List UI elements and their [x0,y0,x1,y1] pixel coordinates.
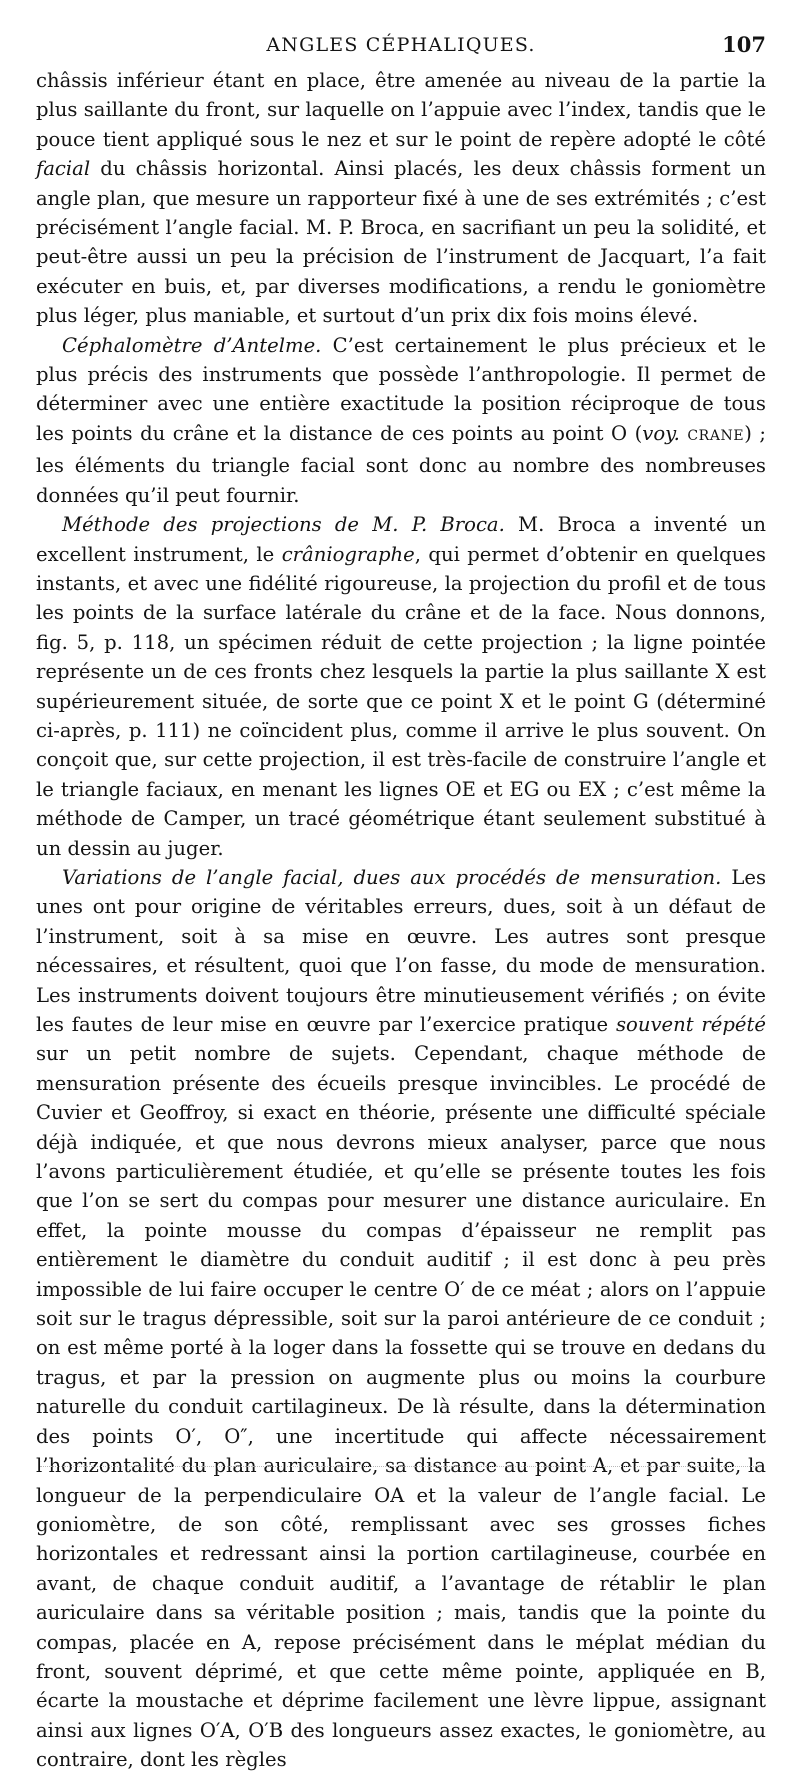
text-run: ) ; les éléments du triangle facial sont donc au nombre des nombreuses données qu’il peut fournir. [36,421,766,507]
italic-run: Céphalomètre d’Antelme. [62,333,322,357]
italic-run: facial [36,157,91,181]
text-run: sur un petit nombre de sujets. Cependant, chaque méthode de mensuration présente des écueils presque invincibles. Le procédé de Cuvier et Geoffroy, si exact en théorie, présente une difficulté spéciale déjà indiquée, et que nous devrons mieux analyser, parce que nous l’avons particulièrement étudiée, et qu’elle se présente toutes les fois que l’on se sert du compas pour mesurer une distance auriculaire. En effet, la pointe mousse du compas d’épaisseur ne remplit pas entièrement le diamètre du conduit auditif ; il est donc à peu près impossible de lui faire occuper le centre O′ de ce méat ; alors on l’appuie soit sur le tragus dépressible, soit sur la paroi antérieure de ce conduit ; on est même porté à la loger dans la fossette qui se trouve en dedans du tragus, et par la pression on augmente plus ou moins la courbure naturelle du conduit cartilagineux. De là résulte, dans la détermination des points O′, O″, une incertitude qui affecte nécessairement l’horizontalité du plan auriculaire, sa distance au point A, et par suite, la longueur de la perpendiculaire OA et la valeur de l’angle facial. Le goniomètre, de son côté, remplissant avec ses grosses fiches horizontales et redressant ainsi la portion cartilagineuse, courbée en avant, de chaque conduit auditif, a l’avantage de rétablir le plan auriculaire dans sa véritable position ; mais, tandis que la pointe du compas, placée en A, repose précisément dans le méplat médian du front, souvent déprimé, et que cette même pointe, appliquée en B, écarte la moustache et déprime facilement une lèvre lippue, assignant ainsi aux lignes O′A, O′B des longueurs assez exactes, le goniomètre, au contraire, dont les règles [36,1042,766,1772]
page-number: 107 [722,32,766,57]
italic-run: Méthode des projections de M. P. Broca. [62,513,505,537]
text-run: châssis inférieur étant en place, être amenée au niveau de la partie la plus saillante du front, sur laquelle on l’appuie avec l’index, tandis que le pouce tient appliqué sous le nez et sur le point de repère adopté le côté [36,69,766,151]
italic-run: Variations de l’angle facial, dues aux procédés de mensuration. [62,865,722,889]
text-run: , qui permet d’obtenir en quelques instants, et avec une fidélité rigoureuse, la projection du profil et de tous les points de la surface latérale du crâne et de la face. Nous donnons, fig. 5, p. 118, un spécimen réduit de cette projection ; la ligne pointée représente un de ces fronts chez lesquels la partie la plus saillante X est supérieurement située, de sorte que ce point X et le point G (déterminé ci-après, p. 111) ne coïncident plus, comme il arrive le plus souvent. On conçoit que, sur cette projection, il est très-facile de construire l’angle et le triangle faciaux, en menant les lignes OE et EG ou EX ; c’est même la méthode de Camper, un tracé géométrique étant seulement substitué à un dessin au juger. [36,542,766,860]
paragraph [36,863,766,1775]
italic-run: voy. [642,421,680,445]
running-title: ANGLES CÉPHALIQUES. [266,34,536,56]
footer-rule [40,1466,760,1467]
page-header [36,30,766,60]
italic-run: souvent répété [615,1013,766,1036]
paragraph [36,510,766,863]
paragraph [36,66,766,331]
paragraph [36,331,766,510]
italic-run: crâniographe [281,542,415,566]
text-run: C’est certainement le plus précieux et le plus précis des instruments que possède l’anthropologie. Il permet de déterminer avec une entière exactitude la position réciproque de tous les points du crâne et la distance de ces points au point O ( [36,333,766,445]
text-run: Les unes ont pour origine de véritables erreurs, dues, soit à un défaut de l’instrument, soit à sa mise en œuvre. Les autres sont presque nécessaires, et résultent, quoi que l’on fasse, du mode de mensuration. Les instruments doivent toujours être minutieusement vérifiés ; on évite les fautes de leur mise en œuvre par l’exercice pratique [36,865,767,1036]
smallcaps-run: CRANE [687,427,745,444]
text-run: du châssis horizontal. Ainsi placés, les deux châssis forment un angle plan, que mesure un rapporteur fixé à une de ses extrémités ; c’est précisément l’angle facial. M. P. Broca, en sacrifiant un peu la solidité, et peut-être aussi un peu la précision de l’instrument de Jacquart, l’a fait exécuter en buis, et, par diverses modifications, a rendu le goniomètre plus léger, plus maniable, et surtout d’un prix dix fois moins élevé. [36,157,766,328]
text-run: M. Broca a inventé un excellent instrument, le [36,513,766,566]
body-text [36,66,766,1775]
